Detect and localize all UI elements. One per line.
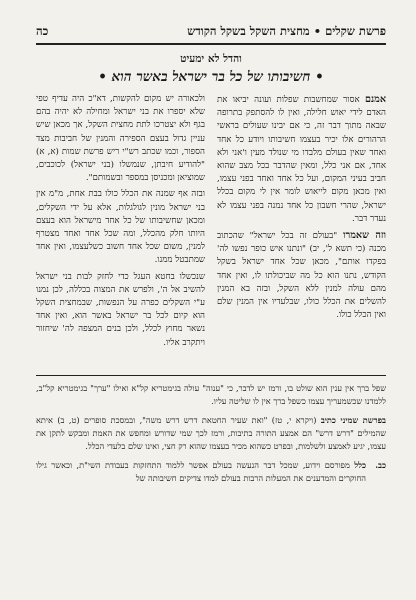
paragraph: ובזה אף שמנה את הכלל כולו בבת אחת, מ"מ אין בני ישראל מונין לגולגלות, אלא על ידי השקלים, ומכאן שחשיבותו של כל אחד מישראל הוא בעצם היותו חלק מהכלל, ומה שכל אחד ואחד מצטרף למנין, משום שכל אחד חשוב כשלעצמו, ואין אחד שמתבטל ממנו.: [36, 189, 205, 266]
running-title: פרשת שקלים • מחצית השקל בשקל הקודש: [187, 24, 386, 38]
footnote-text-wrap: [36, 459, 366, 485]
header-rule: [36, 43, 386, 45]
two-column-body: [36, 93, 386, 363]
footnote-text: מפורסם וידוע, שמכל דבר הנעשה בעולם אפשר ללמוד התחזקות בעבודת השי"ת, וכאשר גילו החוקרים והמדענים את המעלות הרבות בעולם למדו צדיקים חשיבותה של: [36, 460, 366, 483]
footnote: [36, 459, 386, 485]
paragraph-lead: אמנם: [365, 94, 386, 105]
paragraph: [217, 229, 386, 322]
paragraph: ולכאורה יש מקום להקשות, דא"כ היה עדיף טפי שלא יספרו את בני ישראל ומחילה לא יהיה בהם בגף ולא יצטרכו לתת מחצית השקל, אך מכאן שיש עניין גדול בעצם הספירה והמנין של חביבות מצד הספור, וכמו שכתב רש"י ריש פרשת שמות (א, א) "להודיע חיבתן, שנמשלו (בני ישראל) לכוכבים, שמוציאן ומכניסן במספר ובשמותם".: [36, 94, 205, 184]
running-header: [36, 22, 386, 40]
section-subtitle: והדל לא ימעיט: [180, 53, 242, 65]
footnote-text: (ויקרא י, טז) "ואת שעיר החטאת דרש דרש משה", ובמסכת סופרים (ט, ב) איתא שהמילים "דרש דרש" הם אמצע התורה בתיבות, ורמז לכך שמי שדורש ומחפש את האמת ומבקש לתקן את עצמו, יגיע לאמצע ולשלמות, ובפרט כשהוא מכיר בעצמו שהוא רק חצי, ואינו שלם בלעדי הכלל.: [36, 415, 386, 451]
page-number: כה: [36, 24, 49, 38]
footnote-lead: בפרשת שמיני כתיב: [320, 415, 386, 425]
footnote: [36, 382, 386, 408]
footnote-text-wrap: [36, 414, 386, 453]
paragraph: שנכשלו בחטא העגל כדי לחזק לבות בני ישראל להשיב אל ה', ולפרש את המצוה בכללה, לכן נמנו ע"י השקלים כפרה על הנפשות, שבמחצית השקל הוא קיום לכל בר ישראל באשר הוא, ואין אחד נשאר מחוץ לכלל, ולכן בנים המצפה לה' שיחזור ויתקרב אליו.: [36, 271, 205, 348]
paragraph-lead: וזה שאמרו: [343, 230, 386, 242]
footnote-number: כב.: [375, 460, 386, 470]
footnote: [36, 414, 386, 453]
paragraph-text: אסור שמחשבות שפלות ועונה יביאו את האדם לידי יאוש חלילה, ואין לו להסתפק בתרופה שבאה מתוך דבר זה, כי אם יבינו שעולים בראשי הרהורים אלו יכיר בעצמו חשיבותו ויודע כל אחד ואחד שאין בעולם מלבדו מי שנולד מעין ו'אני ולא אחד, אם אני כלל, ומאין שהדבר בכל מצב שהוא חביב בעיני המקום, ועל כל אחד ואחד בפני עצמו, ואין מכאן מקום לייאוש לומר אין לי מקום בכלל ישראל, שהרי חשבון כל אחד נמנה בפני עצמו לא נעדר דבר.: [217, 95, 386, 224]
footnotes: [36, 382, 386, 485]
footnote-lead: כלל: [354, 460, 366, 470]
paragraph-text: "בעולם זה בכל ישראל" שהכתוב מכנה (כי תשא ל', יב) "ונתנו איש כופר נפשו לה' בפקדו אותם", מכאן שכל אחד ישראל בשקל הקודש, נתנו הוא כל מה שביכולתו לו, ואין אחד מהם עולה למנין ללא השקל, ובזה בא המנין להשלים את הכלל כולו, שבלעדיו אין המנין שלם ואין הכלל כולו.: [217, 231, 386, 321]
right-column: [217, 93, 386, 363]
section-title: • חשיבותו של כל בר ישראל באשר הוא •: [98, 69, 324, 85]
left-column: [36, 93, 205, 363]
footnote-divider: [36, 375, 386, 376]
paragraph: [217, 93, 386, 226]
footnote-text: שפל ברך אין ענין הוא שולט בו, ורמז יש לדבר, כי "ענוה" עולה בגימטריא קל"א ואילו "ערך" בגימטריא קל"ב, ללמדנו שכשמעריך עצמו כשפל ברך אין לו שליטה עליו.: [36, 383, 386, 406]
